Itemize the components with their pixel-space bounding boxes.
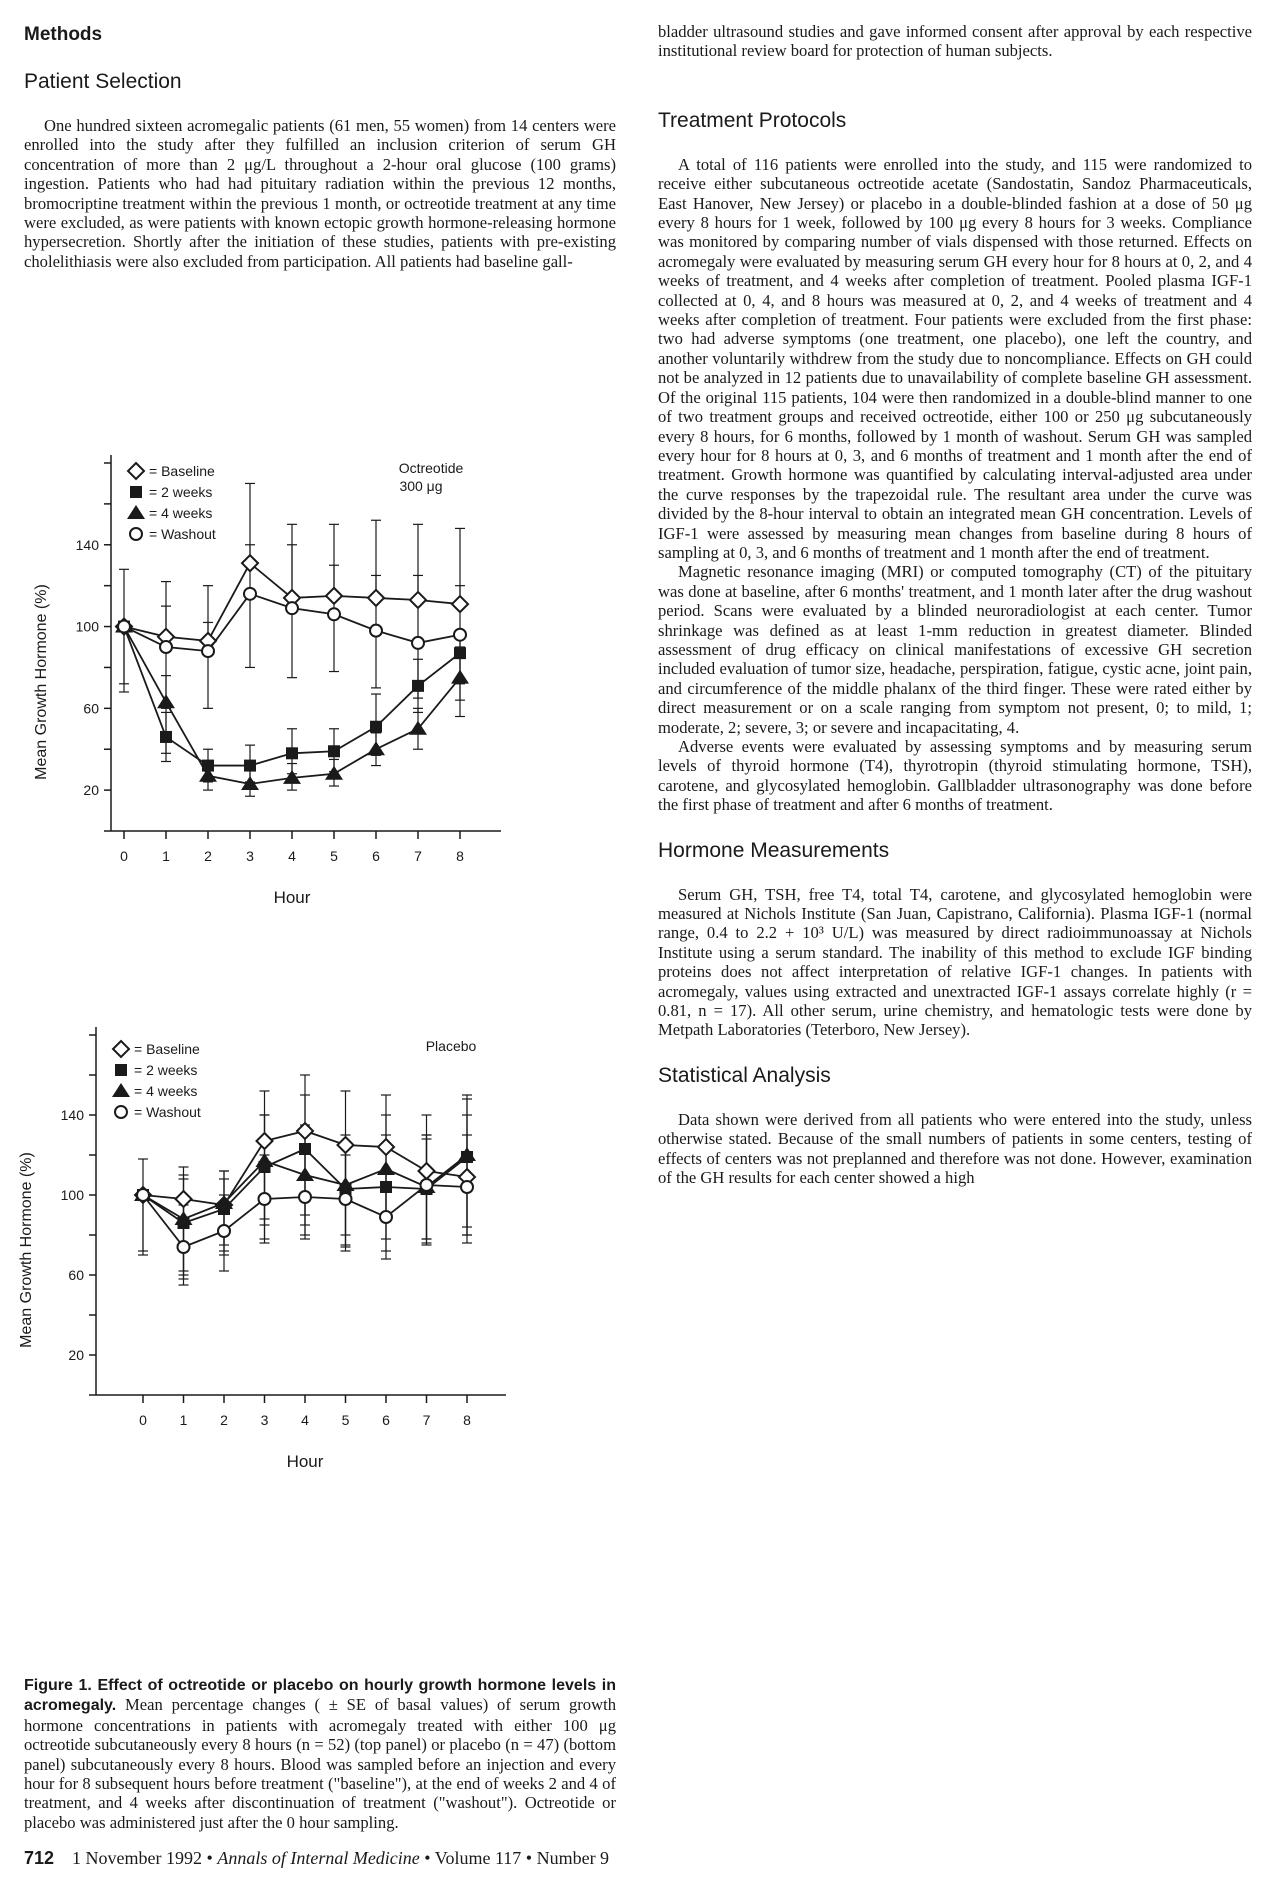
x-tick-label: 4 bbox=[288, 848, 296, 864]
left-column bbox=[24, 22, 616, 271]
data-point-baseline bbox=[176, 1191, 192, 1207]
data-point-washout bbox=[421, 1179, 433, 1191]
legend-label: = Baseline bbox=[149, 463, 215, 479]
legend-label: = Baseline bbox=[134, 1041, 200, 1057]
page-number: 712 bbox=[24, 1848, 55, 1868]
treatment-text-2: Magnetic resonance imaging (MRI) or computed tomography (CT) of the pituitary was done at baseline, after 6 months' treatment, and 1 month later after the drug washout period. Scans were evaluated by a blinded neuroradiologist at each center. Tumor shrinkage was defined as at least 1-mm reduction in greatest diameter. Blinded assessment of drug efficacy on clinical manifestations of excessive GH secretion included evaluation of tumor size, headache, perspiration, fatigue, cystic acne, joint pain, and circumference of the middle phalanx of the third finger. These were rated either by direct measurement or on a scale ranging from symptom not present, 0; to mild, 1; moderate, 2; severe, 3; or severe and incapacitating, 4. bbox=[658, 562, 1252, 737]
data-point-washout bbox=[178, 1241, 190, 1253]
data-point-washout bbox=[259, 1193, 271, 1205]
data-point-washout bbox=[299, 1191, 311, 1203]
legend-label: = 2 weeks bbox=[134, 1062, 198, 1078]
treatment-text-3: Adverse events were evaluated by assessing symptoms and by measuring serum levels of thyroid hormone (T4), thyrotropin (thyroid stimulating hormone, TSH), carotene, and glycosylated hemoglobin. Gallbladder ultrasonography was done before the first phase of treatment and after 6 months of treatment. bbox=[658, 737, 1252, 815]
y-tick-label: 140 bbox=[75, 536, 99, 553]
data-point-washout bbox=[461, 1181, 473, 1193]
x-tick-label: 3 bbox=[246, 848, 254, 864]
statistical-analysis-heading: Statistical Analysis bbox=[658, 1063, 831, 1087]
y-tick-label: 60 bbox=[83, 700, 99, 717]
data-point-washout bbox=[202, 645, 214, 657]
x-tick-label: 7 bbox=[414, 848, 422, 864]
x-tick-label: 8 bbox=[463, 1412, 471, 1428]
methods-heading: Methods bbox=[24, 24, 103, 45]
data-point-washout bbox=[380, 1211, 392, 1223]
hormone-measurements-heading: Hormone Measurements bbox=[658, 838, 890, 862]
data-point-2-weeks bbox=[370, 721, 382, 733]
y-axis-label: Mean Growth Hormone (%) bbox=[33, 584, 50, 780]
data-point-4-weeks bbox=[296, 1167, 314, 1181]
data-point-washout bbox=[218, 1225, 230, 1237]
figure-caption bbox=[24, 1675, 616, 1832]
data-point-2-weeks bbox=[380, 1181, 392, 1193]
octreotide-chart bbox=[16, 453, 596, 993]
data-point-baseline bbox=[419, 1163, 435, 1179]
data-point-baseline bbox=[297, 1123, 313, 1139]
x-tick-label: 5 bbox=[341, 1412, 350, 1428]
footer-date: 1 November 1992 • bbox=[72, 1848, 218, 1868]
x-axis-label: Hour bbox=[273, 888, 311, 907]
x-tick-label: 2 bbox=[204, 848, 212, 864]
data-point-baseline bbox=[326, 588, 342, 604]
data-point-2-weeks bbox=[299, 1143, 311, 1155]
legend-marker-2-weeks bbox=[115, 1064, 127, 1076]
caption-title: Figure 1. Effect of octreotide or placebo on hourly growth hormone levels in acromegaly. bbox=[24, 1677, 616, 1715]
x-tick-label: 4 bbox=[301, 1412, 309, 1428]
data-point-2-weeks bbox=[412, 680, 424, 692]
data-point-4-weeks bbox=[199, 768, 217, 782]
x-tick-label: 8 bbox=[456, 848, 464, 864]
data-point-washout bbox=[118, 621, 130, 633]
data-point-washout bbox=[160, 641, 172, 653]
placebo-chart bbox=[16, 1025, 596, 1565]
treatment-text-1: A total of 116 patients were enrolled into the study, and 115 were randomized to receive either subcutaneous octreotide acetate (Sandostatin, Sandoz Pharmaceuticals, East Hanover, New Jersey) or placebo in a double-blinded fashion at a dose of 50 μg every 8 hours for 1 week, followed by 100 μg every 8 hours for 3 weeks. Compliance was monitored by comparing number of vials dispensed with those returned. Effects on acromegaly were evaluated by measuring serum GH every hour for 8 hours at 0, 2, and 4 weeks of treatment, and 4 weeks after completion of treatment. Pooled plasma IGF-1 collected at 0, 4, and 8 hours was measured at 0, 2, and 4 weeks of treatment and 4 weeks after completion of treatment. Four patients were excluded from the first phase: two had adverse symptoms (one treatment, one placebo), one left the country, and another voluntarily withdrew from the study due to noncompliance. Effects on GH could not be analyzed in 12 patients due to unavailability of complete baseline GH assessment. Of the original 115 patients, 104 were then randomized in a double-blind manner to one of two treatment groups and received octreotide, either 100 or 250 μg subcutaneously every 8 hours, for 6 months, followed by 1 month of washout. Serum GH was sampled every hour for 8 hours at 0, 3, and 6 months of treatment and 1 month after the end of treatment. Growth hormone was quantified by calculating interval-adjusted area under the curve responses by the trapezoidal rule. The resultant area under the curve was divided by the 8-hour interval to obtain an integrated mean GH concentration. Levels of IGF-1 were assessed by measuring mean changes from baseline during 8 hours of sampling at 0, 3, and 6 months of treatment and 1 month after the end of treatment. bbox=[658, 154, 1252, 562]
legend-label: = Washout bbox=[134, 1104, 201, 1120]
data-point-4-weeks bbox=[325, 766, 343, 780]
data-point-4-weeks bbox=[367, 741, 385, 755]
legend-label: = 4 weeks bbox=[134, 1083, 198, 1099]
legend-marker-4-weeks bbox=[112, 1083, 130, 1097]
data-point-4-weeks bbox=[451, 670, 469, 684]
data-point-washout bbox=[137, 1189, 149, 1201]
y-tick-label: 20 bbox=[68, 1347, 84, 1363]
data-point-2-weeks bbox=[160, 731, 172, 743]
data-point-baseline bbox=[257, 1133, 273, 1149]
figure-placebo-panel bbox=[16, 1025, 596, 1565]
x-tick-label: 6 bbox=[372, 848, 380, 864]
patient-selection-text: One hundred sixteen acromegalic patients (61 men, 55 women) from 14 centers were enrolled into the study after they fulfilled an inclusion criterion of serum GH concentration of more than 2 μg/L throughout a 2-hour oral glucose (100 grams) ingestion. Patients who had had pituitary radiation within the previous 12 months, bromocriptine treatment within the previous 1 month, or octreotide treatment at any time were excluded, as were patients with known ectopic growth hormone-releasing hormone hypersecretion. Shortly after the initiation of these studies, patients with pre-existing cholelithiasis were also excluded from participation. All patients had baseline gall- bbox=[24, 116, 616, 271]
data-point-2-weeks bbox=[244, 760, 256, 772]
legend-label: = 4 weeks bbox=[149, 505, 213, 521]
legend-marker-baseline bbox=[128, 463, 144, 479]
treatment-protocols-heading: Treatment Protocols bbox=[658, 108, 847, 132]
data-point-2-weeks bbox=[328, 745, 340, 757]
patient-selection-heading: Patient Selection bbox=[24, 70, 182, 93]
data-point-washout bbox=[370, 625, 382, 637]
x-axis-label: Hour bbox=[286, 1452, 324, 1471]
figure-octreotide-panel bbox=[16, 453, 596, 993]
x-tick-label: 7 bbox=[422, 1412, 431, 1428]
caption-text: Mean percentage changes ( ± SE of basal values) of serum growth hormone concentrations in patients with acromegaly treated with either 100 μg octreotide subcutaneously every 8 hours (n = 52) (top panel) or placebo (n = 47) (bottom panel) subcutaneously every 8 hours. Blood was sampled before an injection and every hour for 8 subsequent hours before treatment ("baseline"), at the end of weeks 2 and 4 of treatment, and 4 weeks after discontinuation of treatment ("washout"). Octreotide or placebo was administered just after the 0 hour sampling. bbox=[24, 1695, 616, 1832]
legend-marker-baseline bbox=[113, 1041, 129, 1057]
data-point-baseline bbox=[410, 592, 426, 608]
y-tick-label: 100 bbox=[60, 1187, 84, 1203]
x-tick-label: 2 bbox=[220, 1412, 228, 1428]
y-axis-label: Mean Growth Hormone (%) bbox=[18, 1152, 35, 1348]
data-point-baseline bbox=[368, 590, 384, 606]
y-tick-label: 60 bbox=[68, 1267, 84, 1283]
chart-title-dose: 300 μg bbox=[399, 478, 443, 494]
data-point-2-weeks bbox=[286, 747, 298, 759]
legend-marker-4-weeks bbox=[127, 505, 145, 519]
data-point-washout bbox=[286, 602, 298, 614]
footer-volume: • Volume 117 • Number 9 bbox=[419, 1848, 610, 1868]
x-tick-label: 0 bbox=[139, 1412, 147, 1428]
statistical-text: Data shown were derived from all patients who were entered into the study, unless otherwise stated. Because of the small numbers of patients in some centers, testing of effects of centers was not preplanned and therefore was not done. However, examination of the GH results for each center showed a high bbox=[658, 1109, 1252, 1188]
legend-label: = 2 weeks bbox=[149, 484, 213, 500]
chart-title: Placebo bbox=[425, 1038, 477, 1054]
legend-marker-washout bbox=[130, 528, 142, 540]
data-point-baseline bbox=[452, 596, 468, 612]
page-footer bbox=[24, 1848, 1244, 1869]
hormone-text: Serum GH, TSH, free T4, total T4, carotene, and glycosylated hemoglobin were measured at Nichols Institute (San Juan, Capistrano, California). Plasma IGF-1 (normal range, 0.4 to 2.2 + 10³ U/L) was measured by direct radioimmunoassay at Nichols Institute using a serum standard. The inability of this method to exclude IGF binding proteins does not affect interpretation of relative IGF-1 changes. In patients with acromegaly, values using extracted and unextracted IGF-1 assays correlate highly (r = 0.81, n = 17). All other serum, urine chemistry, and hematologic tests were done by Metpath Laboratories (Teterboro, New Jersey). bbox=[658, 884, 1252, 1040]
right-column bbox=[658, 22, 1252, 1188]
data-point-4-weeks bbox=[157, 694, 175, 708]
data-point-4-weeks bbox=[377, 1161, 395, 1175]
chart-title: Octreotide bbox=[398, 460, 464, 476]
data-point-2-weeks bbox=[454, 647, 466, 659]
x-tick-label: 1 bbox=[179, 1412, 188, 1428]
x-tick-label: 5 bbox=[330, 848, 338, 864]
data-point-4-weeks bbox=[256, 1153, 274, 1167]
data-point-washout bbox=[412, 637, 424, 649]
continuation-text: bladder ultrasound studies and gave informed consent after approval by each respective institutional review board for protection of human subjects. bbox=[658, 22, 1252, 61]
data-point-washout bbox=[328, 608, 340, 620]
data-point-baseline bbox=[338, 1137, 354, 1153]
data-point-4-weeks bbox=[409, 721, 427, 735]
y-tick-label: 20 bbox=[83, 782, 99, 799]
x-tick-label: 0 bbox=[120, 848, 128, 864]
data-point-washout bbox=[454, 629, 466, 641]
data-point-washout bbox=[244, 588, 256, 600]
legend-label: = Washout bbox=[149, 526, 216, 542]
x-tick-label: 3 bbox=[260, 1412, 269, 1428]
data-point-washout bbox=[340, 1193, 352, 1205]
journal-name: Annals of Internal Medicine bbox=[217, 1848, 420, 1868]
x-tick-label: 6 bbox=[382, 1412, 390, 1428]
data-point-4-weeks bbox=[458, 1147, 476, 1161]
x-tick-label: 1 bbox=[162, 848, 170, 864]
y-tick-label: 140 bbox=[60, 1107, 84, 1123]
legend-marker-washout bbox=[115, 1106, 127, 1118]
y-tick-label: 100 bbox=[75, 618, 99, 635]
legend-marker-2-weeks bbox=[130, 486, 142, 498]
data-point-baseline bbox=[378, 1139, 394, 1155]
